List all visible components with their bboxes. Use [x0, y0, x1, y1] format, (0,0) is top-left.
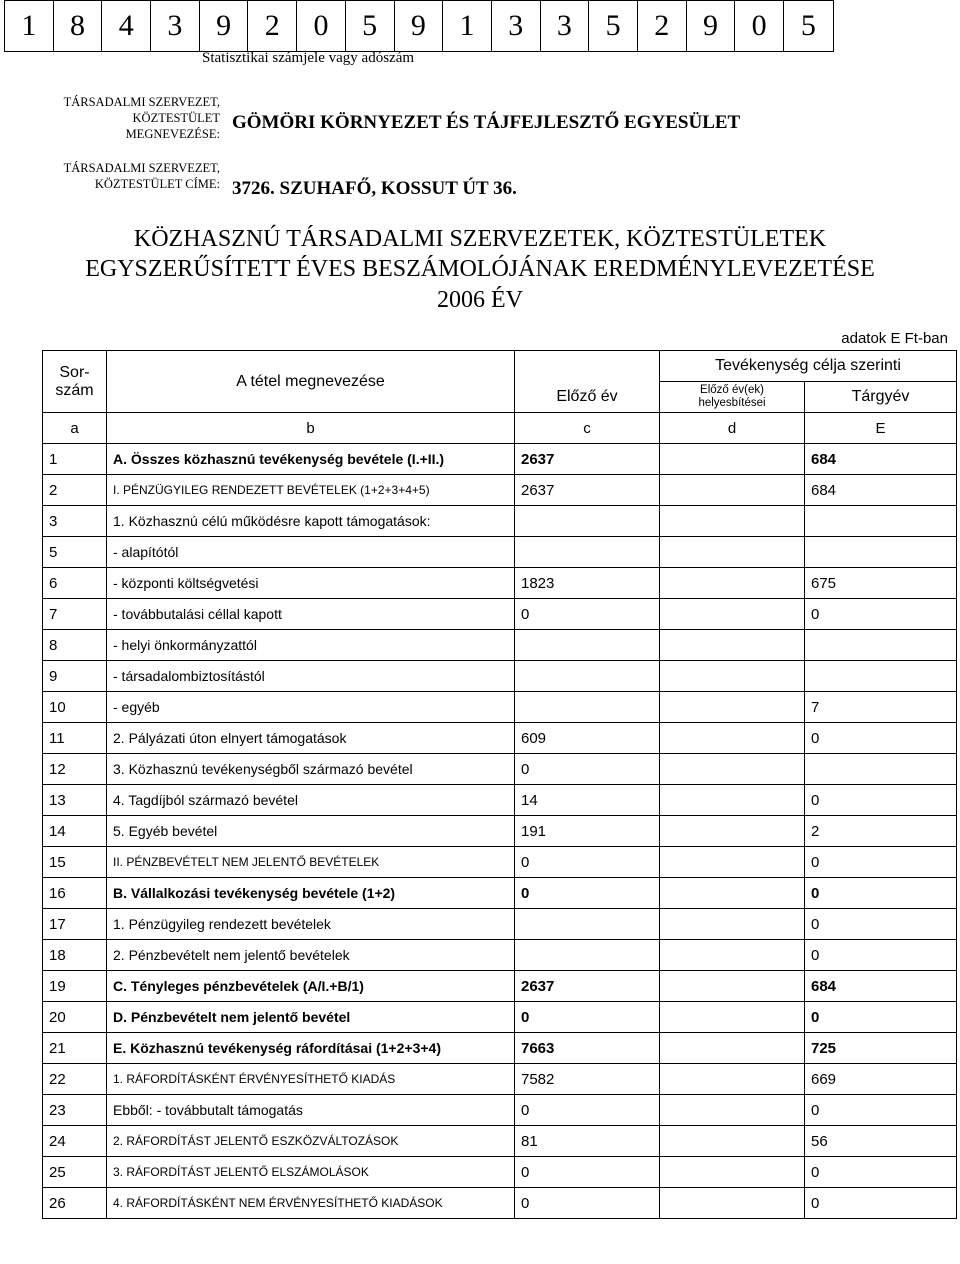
- header-empty: [515, 351, 660, 382]
- row-number: 26: [43, 1188, 107, 1219]
- table-row: [43, 630, 957, 661]
- row-corrections: [660, 909, 805, 940]
- tax-digit: 0: [297, 1, 346, 51]
- income-statement-table: [42, 350, 957, 1219]
- row-label: I. PÉNZÜGYILEG RENDEZETT BEVÉTELEK (1+2+3+4+5): [107, 475, 515, 506]
- row-corrections: [660, 785, 805, 816]
- tax-digit: 5: [346, 1, 395, 51]
- tax-digit: 1: [5, 1, 54, 51]
- row-label: 1. Közhasznú célú működésre kapott támogatások:: [107, 506, 515, 537]
- table-row: [43, 537, 957, 568]
- row-current-year: [805, 754, 957, 785]
- row-number: 8: [43, 630, 107, 661]
- table-row: [43, 1002, 957, 1033]
- row-number: 18: [43, 940, 107, 971]
- table-row: [43, 754, 957, 785]
- header-sorszam-line2: szám: [55, 381, 94, 399]
- row-prev-year: [515, 940, 660, 971]
- row-prev-year: [515, 630, 660, 661]
- row-current-year: 2: [805, 816, 957, 847]
- row-corrections: [660, 1157, 805, 1188]
- row-corrections: [660, 971, 805, 1002]
- row-corrections: [660, 1188, 805, 1219]
- row-number: 11: [43, 723, 107, 754]
- col-letter-d: d: [660, 413, 805, 444]
- row-current-year: 0: [805, 878, 957, 909]
- row-current-year: 0: [805, 785, 957, 816]
- row-corrections: [660, 1002, 805, 1033]
- org-address-label-line2: KÖZTESTÜLET CÍME:: [94, 177, 220, 191]
- header-corrections-line2: helyesbítései: [698, 397, 766, 409]
- row-label: 2. RÁFORDÍTÁST JELENTŐ ESZKÖZVÁLTOZÁSOK: [107, 1126, 515, 1157]
- row-corrections: [660, 816, 805, 847]
- table-row: [43, 444, 957, 475]
- row-number: 7: [43, 599, 107, 630]
- row-label: C. Tényleges pénzbevételek (A/I.+B/1): [107, 971, 515, 1002]
- row-label: D. Pénzbevételt nem jelentő bevétel: [107, 1002, 515, 1033]
- row-corrections: [660, 444, 805, 475]
- header-corrections: [660, 382, 805, 413]
- row-current-year: 0: [805, 847, 957, 878]
- header-item-name: A tétel megnevezése: [107, 351, 515, 413]
- row-prev-year: 2637: [515, 971, 660, 1002]
- header-corrections-line1: Előző év(ek): [700, 384, 764, 396]
- table-row: [43, 1188, 957, 1219]
- report-title-line2: EGYSZERŰSÍTETT ÉVES BESZÁMOLÓJÁNAK EREDMÉNYLEVEZETÉSE: [85, 256, 875, 282]
- row-label: 2. Pénzbevételt nem jelentő bevételek: [107, 940, 515, 971]
- row-number: 9: [43, 661, 107, 692]
- table-row: [43, 599, 957, 630]
- row-prev-year: [515, 692, 660, 723]
- row-current-year: 684: [805, 475, 957, 506]
- tax-number-caption: Statisztikai számjele vagy adószám: [202, 50, 415, 66]
- row-number: 25: [43, 1157, 107, 1188]
- table-row: [43, 1157, 957, 1188]
- header-current-year: Tárgyév: [805, 382, 957, 413]
- row-prev-year: 2637: [515, 475, 660, 506]
- row-number: 1: [43, 444, 107, 475]
- row-corrections: [660, 1126, 805, 1157]
- row-number: 6: [43, 568, 107, 599]
- row-current-year: 684: [805, 444, 957, 475]
- table-row: [43, 909, 957, 940]
- row-current-year: 725: [805, 1033, 957, 1064]
- row-current-year: 669: [805, 1064, 957, 1095]
- row-label: 5. Egyéb bevétel: [107, 816, 515, 847]
- row-corrections: [660, 723, 805, 754]
- table-row: [43, 878, 957, 909]
- org-name-label-line1: TÁRSADALMI SZERVEZET,: [63, 95, 220, 109]
- row-current-year: 7: [805, 692, 957, 723]
- row-label: - társadalombiztosítástól: [107, 661, 515, 692]
- row-corrections: [660, 599, 805, 630]
- row-prev-year: 0: [515, 847, 660, 878]
- row-label: 4. RÁFORDÍTÁSKÉNT NEM ÉRVÉNYESÍTHETŐ KIADÁSOK: [107, 1188, 515, 1219]
- row-label: 1. Pénzügyileg rendezett bevételek: [107, 909, 515, 940]
- row-number: 20: [43, 1002, 107, 1033]
- tax-digit: 3: [541, 1, 590, 51]
- row-current-year: 0: [805, 1188, 957, 1219]
- row-label: 2. Pályázati úton elnyert támogatások: [107, 723, 515, 754]
- row-number: 23: [43, 1095, 107, 1126]
- row-number: 24: [43, 1126, 107, 1157]
- row-number: 16: [43, 878, 107, 909]
- row-prev-year: [515, 506, 660, 537]
- row-corrections: [660, 475, 805, 506]
- tax-digit: 3: [492, 1, 541, 51]
- row-prev-year: 609: [515, 723, 660, 754]
- row-current-year: [805, 661, 957, 692]
- row-label: II. PÉNZBEVÉTELT NEM JELENTŐ BEVÉTELEK: [107, 847, 515, 878]
- col-letter-e: E: [805, 413, 957, 444]
- row-prev-year: 191: [515, 816, 660, 847]
- row-current-year: 0: [805, 940, 957, 971]
- header-row-top: [43, 351, 957, 382]
- row-label: E. Közhasznú tevékenység ráfordításai (1+2+3+4): [107, 1033, 515, 1064]
- row-current-year: 0: [805, 1002, 957, 1033]
- row-number: 14: [43, 816, 107, 847]
- row-corrections: [660, 537, 805, 568]
- row-prev-year: 0: [515, 1188, 660, 1219]
- tax-digit: 5: [589, 1, 638, 51]
- org-address-label-line1: TÁRSADALMI SZERVEZET,: [63, 161, 220, 175]
- tax-digit: 9: [395, 1, 444, 51]
- header-activity: Tevékenység célja szerinti: [660, 351, 957, 382]
- table-row: [43, 1064, 957, 1095]
- tax-digit: 9: [200, 1, 249, 51]
- row-number: 2: [43, 475, 107, 506]
- row-current-year: 0: [805, 1157, 957, 1188]
- org-address-label: [40, 160, 220, 192]
- tax-digit: 1: [443, 1, 492, 51]
- row-number: 5: [43, 537, 107, 568]
- row-number: 17: [43, 909, 107, 940]
- row-current-year: [805, 506, 957, 537]
- table-row: [43, 723, 957, 754]
- row-number: 19: [43, 971, 107, 1002]
- row-current-year: 675: [805, 568, 957, 599]
- row-prev-year: 0: [515, 1157, 660, 1188]
- row-corrections: [660, 568, 805, 599]
- row-prev-year: 2637: [515, 444, 660, 475]
- table-row: [43, 1126, 957, 1157]
- row-corrections: [660, 940, 805, 971]
- org-name-label-line2: KÖZTESTÜLET MEGNEVEZÉSE:: [125, 111, 220, 141]
- row-prev-year: 1823: [515, 568, 660, 599]
- row-current-year: 684: [805, 971, 957, 1002]
- row-current-year: 0: [805, 909, 957, 940]
- org-address: 3726. SZUHAFŐ, KOSSUT ÚT 36.: [232, 178, 517, 199]
- table-row: [43, 971, 957, 1002]
- row-label: Ebből: - továbbutalt támogatás: [107, 1095, 515, 1126]
- tax-digit: 5: [800, 9, 816, 42]
- row-prev-year: 7663: [515, 1033, 660, 1064]
- row-prev-year: 0: [515, 1095, 660, 1126]
- row-corrections: [660, 878, 805, 909]
- col-letter-b: b: [107, 413, 515, 444]
- row-corrections: [660, 754, 805, 785]
- row-current-year: 56: [805, 1126, 957, 1157]
- row-corrections: [660, 506, 805, 537]
- row-label: - központi költségvetési: [107, 568, 515, 599]
- row-prev-year: 81: [515, 1126, 660, 1157]
- row-prev-year: 0: [515, 754, 660, 785]
- row-prev-year: [515, 661, 660, 692]
- row-label: - továbbutalási céllal kapott: [107, 599, 515, 630]
- row-number: 15: [43, 847, 107, 878]
- row-label: B. Vállalkozási tevékenység bevétele (1+2): [107, 878, 515, 909]
- row-label: 4. Tagdíjból származó bevétel: [107, 785, 515, 816]
- tax-digit: 9: [687, 1, 736, 51]
- table-row: [43, 568, 957, 599]
- row-corrections: [660, 630, 805, 661]
- row-corrections: [660, 847, 805, 878]
- header-prev-year: Előző év: [515, 382, 660, 413]
- header-sorszam-line1: Sor-: [59, 363, 90, 381]
- row-label: 3. Közhasznú tevékenységből származó bevétel: [107, 754, 515, 785]
- tax-digit: 2: [638, 1, 687, 51]
- org-name: GÖMÖRI KÖRNYEZET ÉS TÁJFEJLESZTŐ EGYESÜLET: [232, 112, 741, 133]
- row-prev-year: 0: [515, 599, 660, 630]
- row-number: 22: [43, 1064, 107, 1095]
- row-current-year: [805, 630, 957, 661]
- row-prev-year: 0: [515, 878, 660, 909]
- table-row: [43, 785, 957, 816]
- row-corrections: [660, 1033, 805, 1064]
- row-current-year: 0: [805, 723, 957, 754]
- row-number: 21: [43, 1033, 107, 1064]
- row-corrections: [660, 661, 805, 692]
- row-current-year: 0: [805, 1095, 957, 1126]
- table-row: [43, 661, 957, 692]
- row-prev-year: 7582: [515, 1064, 660, 1095]
- header-sorszam: [43, 351, 107, 413]
- row-number: 10: [43, 692, 107, 723]
- row-number: 3: [43, 506, 107, 537]
- tax-digit: 3: [151, 1, 200, 51]
- row-label: 1. RÁFORDÍTÁSKÉNT ÉRVÉNYESÍTHETŐ KIADÁS: [107, 1064, 515, 1095]
- row-label: - egyéb: [107, 692, 515, 723]
- unit-note: adatok E Ft-ban: [841, 330, 948, 347]
- row-label: - helyi önkormányzattól: [107, 630, 515, 661]
- row-corrections: [660, 1064, 805, 1095]
- tax-number-box: [4, 0, 834, 52]
- row-label: A. Összes közhasznú tevékenység bevétele (I.+II.): [107, 444, 515, 475]
- row-prev-year: [515, 537, 660, 568]
- table-row: [43, 847, 957, 878]
- row-prev-year: [515, 909, 660, 940]
- table-row: [43, 692, 957, 723]
- table-row: [43, 1095, 957, 1126]
- org-name-label: [40, 94, 220, 142]
- table-row: [43, 475, 957, 506]
- table-row: [43, 1033, 957, 1064]
- col-letter-c: c: [515, 413, 660, 444]
- row-current-year: 0: [805, 599, 957, 630]
- tax-digit: 2: [248, 1, 297, 51]
- row-prev-year: 0: [515, 1002, 660, 1033]
- table-row: [43, 940, 957, 971]
- tax-digit: 8: [54, 1, 103, 51]
- row-number: 13: [43, 785, 107, 816]
- row-label: 3. RÁFORDÍTÁST JELENTŐ ELSZÁMOLÁSOK: [107, 1157, 515, 1188]
- row-current-year: [805, 537, 957, 568]
- row-label: - alapítótól: [107, 537, 515, 568]
- table-row: [43, 506, 957, 537]
- report-year: 2006 ÉV: [437, 287, 523, 313]
- column-letter-row: [43, 413, 957, 444]
- report-title-line1: KÖZHASZNÚ TÁRSADALMI SZERVEZETEK, KÖZTESTÜLETEK: [133, 226, 827, 252]
- col-letter-a: a: [43, 413, 107, 444]
- table-row: [43, 816, 957, 847]
- tax-digit: 4: [102, 1, 151, 51]
- row-corrections: [660, 692, 805, 723]
- row-prev-year: 14: [515, 785, 660, 816]
- tax-digit: 0: [735, 1, 784, 51]
- row-corrections: [660, 1095, 805, 1126]
- row-number: 12: [43, 754, 107, 785]
